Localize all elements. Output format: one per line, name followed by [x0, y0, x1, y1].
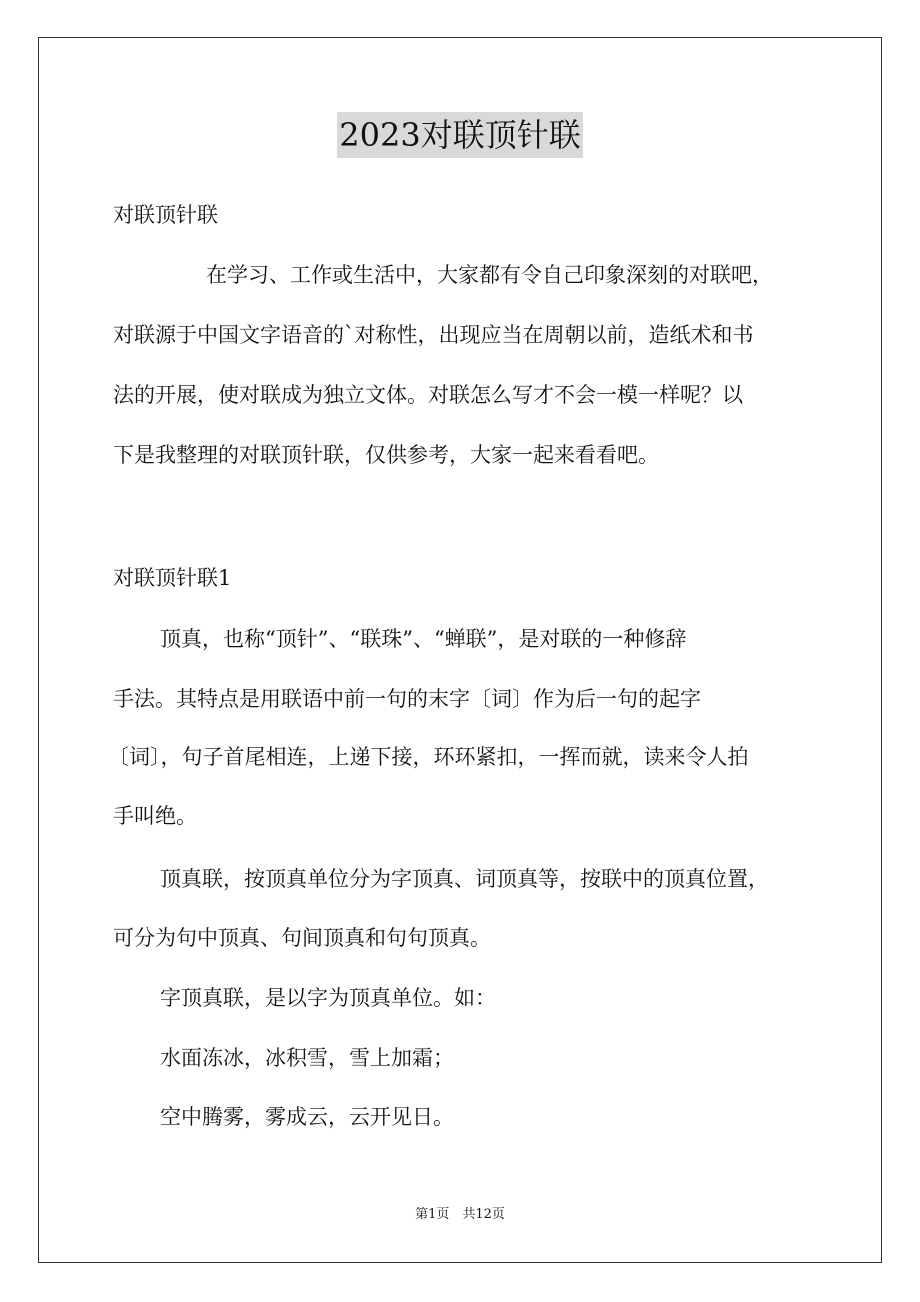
example-line-2: 空中腾雾，雾成云，云开见日。: [160, 1105, 454, 1129]
para1-line-3: 〔词〕，句子首尾相连，上递下接，环环紧扣，一挥而就，读来令人拍: [108, 745, 749, 769]
intro-line-1: 在学习、工作或生活中，大家都有令自己印象深刻的对联吧，: [206, 263, 773, 287]
intro-line-4: 下是我整理的对联顶针联，仅供参考，大家一起来看看吧。: [113, 443, 659, 467]
title-container: [0, 112, 920, 158]
para1-line-4: 手叫绝。: [113, 804, 197, 828]
page-footer: 第1页 共12页: [415, 1207, 505, 1222]
document-subtitle: 对联顶针联: [113, 203, 218, 227]
para3-text: 字顶真联，是以字为顶真单位。如：: [160, 986, 496, 1010]
para2-line-1: 顶真联，按顶真单位分为字顶真、词顶真等，按联中的顶真位置，: [160, 867, 769, 891]
para2-line-2: 可分为句中顶真、句间顶真和句句顶真。: [113, 926, 491, 950]
intro-line-2: 对联源于中国文字语音的`对称性，出现应当在周朝以前，造纸术和书: [113, 323, 754, 347]
document-title: 2023对联顶针联: [337, 112, 582, 158]
section-heading: 对联顶针联1: [113, 566, 232, 590]
para1-line-1: 顶真，也称“顶针”、“联珠”、“蝉联”，是对联的一种修辞: [160, 627, 687, 651]
para1-line-2: 手法。其特点是用联语中前一句的末字〔词〕作为后一句的起字: [113, 687, 701, 711]
example-line-1: 水面冻冰，冰积雪，雪上加霜；: [160, 1046, 454, 1070]
intro-line-3: 法的开展，使对联成为独立文体。对联怎么写才不会一模一样呢？以: [113, 383, 743, 407]
